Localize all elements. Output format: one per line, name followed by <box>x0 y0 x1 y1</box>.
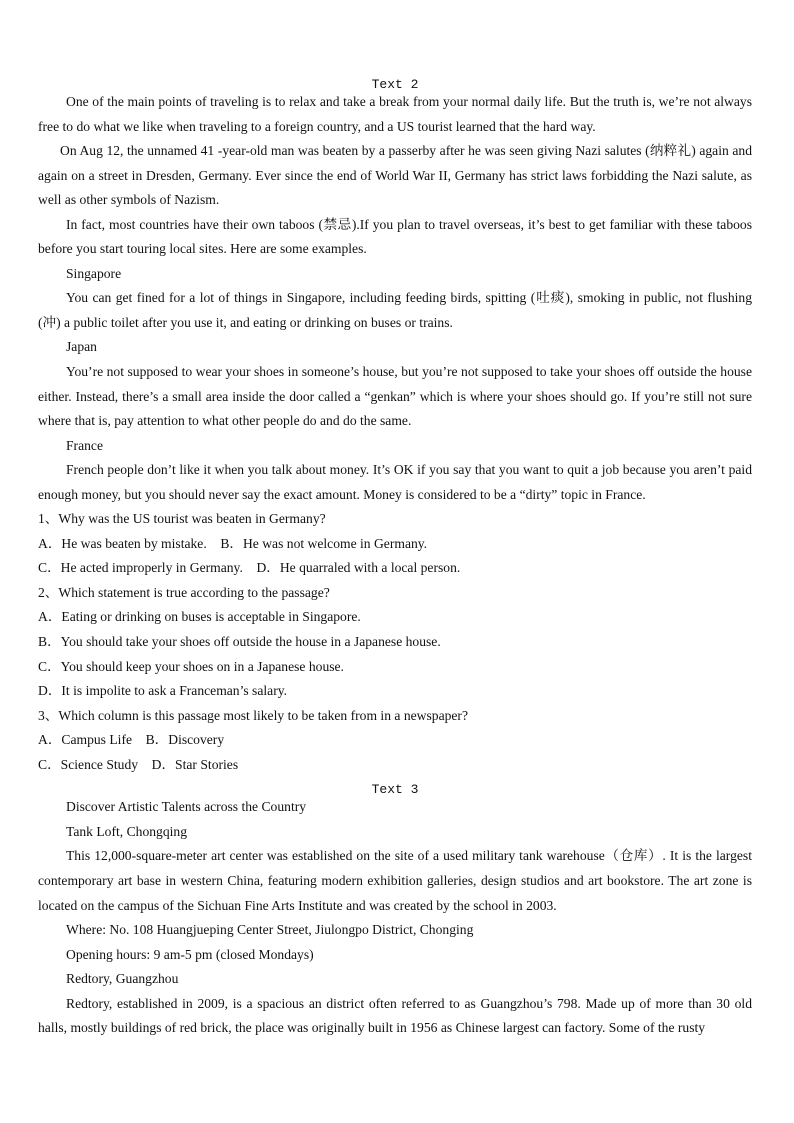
paragraph: One of the main points of traveling is to relax and take a break from your normal daily life. But the truth is, we’re not always free to do what we like when traveling to a foreign country, and a US tourist learned that the hard way. <box>38 94 752 134</box>
question: 3、Which column is this passage most likely to be taken from in a newspaper? <box>38 707 468 723</box>
article-title: Discover Artistic Talents across the Country <box>66 799 307 815</box>
address: Where: No. 108 Huangjueping Center Street, Jiulongpo District, Chonging <box>66 922 474 938</box>
section-heading: France <box>66 437 103 453</box>
section-heading: Redtory, Guangzhou <box>66 971 179 987</box>
paragraph: French people don’t like it when you talk about money. It’s OK if you say that you want to quit a job because you aren’t paid enough money, but you should never say the exact amount. Money is considered to be a “dirty” topic in France. <box>38 462 752 502</box>
text2-title: Text 2 <box>371 77 419 92</box>
paragraph: In fact, most countries have their own taboos (禁忌).If you plan to travel overseas, it’s best to get familiar with these taboos before you start touring local sites. Here are some examples. <box>38 216 752 257</box>
paragraph: You’re not supposed to wear your shoes in someone’s house, but you’re not supposed to take your shoes off outside the house either. Instead, there’s a small area inside the door called a “genkan” which is where your shoes should go. If you’re still not sure where that is, pay attention to what other people do and do the same. <box>38 364 752 429</box>
question: 1、Why was the US tourist was beaten in Germany? <box>38 511 326 527</box>
paragraph: You can get fined for a lot of things in Singapore, including feeding birds, spitting (吐痰), smoking in public, not flushing (冲) a public toilet after you use it, and eating or drinking on buses or trains. <box>38 290 752 330</box>
paragraph: This 12,000-square-meter art center was established on the site of a used military tank warehouse（仓库）. It is the largest contemporary art base in western China, featuring modern exhibition galleries, design studios and art bookstore. The art zone is located on the campus of the Sichuan Fine Arts Institute and was created by the school in 2003. <box>38 848 752 913</box>
answer-option: B．You should take your shoes off outside the house in a Japanese house. <box>38 634 441 650</box>
paragraph: On Aug 12, the unnamed 41 -year-old man was beaten by a passerby after he was seen giving Nazi salutes (纳粹礼) again and again on a street in Dresden, Germany. Ever since the end of World War II, Germany has strict laws forbidding the Nazi salute, as well as other symbols of Nazism. <box>38 143 752 208</box>
answer-options: C．He acted improperly in Germany. D．He quarraled with a local person. <box>38 560 461 576</box>
document-page <box>38 78 752 1041</box>
answer-option: C．You should keep your shoes on in a Japanese house. <box>38 658 344 674</box>
answer-options: C．Science Study D．Star Stories <box>38 756 239 772</box>
paragraph: Redtory, established in 2009, is a spacious an district often referred to as Guangzhou’s 798. Made up of more than 30 old halls, mostly buildings of red brick, the place was originally built in 1956 as Chinese largest can factory. Some of the rusty <box>38 995 752 1036</box>
answer-option: D．It is impolite to ask a Franceman’s salary. <box>38 683 288 699</box>
answer-options: A．He was beaten by mistake. B．He was not welcome in Germany. <box>38 535 428 551</box>
text3-title: Text 3 <box>371 782 419 798</box>
section-heading: Tank Loft, Chongqing <box>66 823 188 839</box>
section-heading: Singapore <box>66 265 122 281</box>
opening-hours: Opening hours: 9 am-5 pm (closed Mondays) <box>66 946 314 962</box>
answer-options: A．Campus Life B．Discovery <box>38 732 225 748</box>
section-heading: Japan <box>66 339 97 355</box>
answer-option: A．Eating or drinking on buses is acceptable in Singapore. <box>38 609 361 625</box>
question: 2、Which statement is true according to the passage? <box>38 584 330 600</box>
